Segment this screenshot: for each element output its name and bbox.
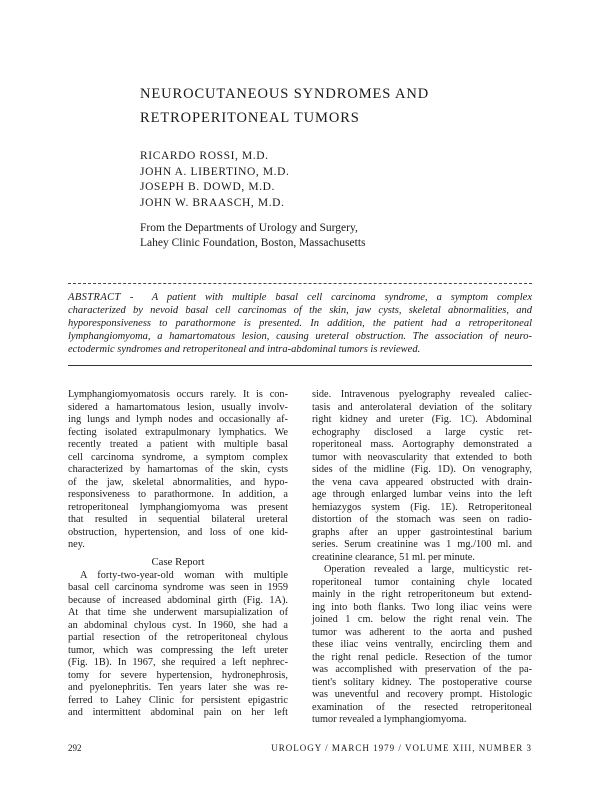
abstract-text: A patient with multiple basal cell carcinoma syndrome, a symptom complex [151,292,533,303]
body-text-line: sidered a hamartomatous lesion, usually involv- [68,401,288,413]
body-text-line: tomy for severe hypertension, hydronephrosis, [68,669,288,681]
body-text-line: At that time she underwent marsupialization of [68,607,288,618]
body-text-line: tasis and anterolateral deviation of the solitary [312,401,532,413]
author-list [140,150,290,212]
body-text-line: that resulted in sequential bilateral ureteral [68,514,288,525]
body-text-line: recently treated a patient with multiple basal [68,439,288,450]
abstract-text: ectodermic syndromes and retroperitoneal and intra-abdominal tumors is reviewed. [68,344,421,355]
intro-paragraph [68,389,288,552]
page-number: 292 [68,743,82,753]
abstract-top-rule [68,283,532,284]
body-text-line: roperitoneal tumor containing chyle located [312,576,532,588]
article-title-line-1: NEUROCUTANEOUS SYNDROMES AND [140,86,430,102]
body-text-line: because of increased abdominal girth (Fig. 1A). [68,594,288,606]
author: JOSEPH B. DOWD, M.D. [140,181,275,193]
body-text-line: tumor revealed a lymphangiomyoma. [312,714,467,725]
body-text-line: basal cell carcinoma syndrome was seen in 1959 [68,582,288,593]
body-text-line: creatinine clearance, 51 ml. per minute. [312,551,475,563]
body-text-line: A forty-two-year-old woman with multiple [80,569,288,581]
body-column-right [312,389,532,727]
body-text-line: the vena cava appeared obstructed with drain- [312,476,532,488]
body-text-line: ing into both flanks. Two long iliac veins were [312,601,532,613]
body-text-line: was uneventful and recovery prompt. Histologic [312,689,532,700]
affiliation-line: From the Departments of Urology and Surgery, [140,222,358,234]
body-text-line: obstruction, hypertension, and loss of one kid- [68,526,288,538]
body-text-line: tumor, which was compressing the left ureter [68,644,288,656]
body-text-line: joined 1 cm. below the right renal vein. The [312,614,532,625]
body-text-line: side. Intravenous pyelography revealed caliec- [312,389,532,400]
author: JOHN A. LIBERTINO, M.D. [140,165,290,178]
body-text-line: ing lungs and lymph nodes and occasionally af- [68,414,288,425]
body-text-line: retroperitoneal lymphangiomyoma was present [68,501,288,513]
body-text-line: mainly in the right retroperitoneum but extend- [312,589,532,600]
body-text-line: partial resection of the retroperitoneal chylous [68,632,288,643]
affiliation-line: Lahey Clinic Foundation, Boston, Massachusetts [140,236,366,249]
body-text-line: sides of the midline (Fig. 1D). On venography, [312,464,532,475]
body-text-line: and intermittent abdominal pain on her left [68,707,288,718]
body-text-line: distortion of the stomach was seen on radio- [312,514,532,525]
body-text-line: of the jaw, skeletal abnormalities, and hypo- [68,476,288,488]
body-text-line: tumor was adherent to the aorta and pushed [312,626,532,638]
abstract-text: lymphangiomyoma, a hamartomatous lesion, causing ureteral obstruction. The association of neuro- [68,331,532,342]
case-paragraph [68,570,288,720]
body-text-line: right kidney and ureter (Fig. 1C). Abdominal [312,414,532,425]
body-text-line: fecting isolated extrapulmonary lymphatics. We [68,426,288,438]
body-text-line: responsiveness to parathormone. In addition, a [68,489,288,500]
body-text-line: cell carcinoma syndrome, a symptom complex [68,451,288,463]
article-title-line-2: RETROPERITONEAL TUMORS [140,110,360,126]
section-heading: Case Report [151,555,205,568]
abstract [68,291,532,356]
body-text-line: ferred to Lahey Clinic for persistent epigastric [68,694,288,706]
affiliation [140,222,366,251]
abstract-text: hyporesponsiveness to parathormone is presented. In addition, the patient had a retroperitoneal [68,318,532,329]
body-text-line: tumor with neovascularity that extended to both [312,451,532,463]
author: RICARDO ROSSI, M.D. [140,150,269,162]
body-text-line: echography disclosed a large cystic ret- [312,426,532,438]
body-text-line: tient's solitary kidney. The postoperative course [312,676,532,688]
body-text-line: (Fig. 1B). In 1967, she required a left nephrec- [68,657,288,668]
body-text-line: graphs after an upper gastrointestinal barium [312,526,532,538]
body-text-line: examination of the resected retroperitoneal [312,701,532,713]
body-text-line: Lymphangiomyomatosis occurs rarely. It is con- [68,389,288,400]
abstract-bottom-rule [68,365,532,366]
abstract-label: ABSTRACT - [68,292,134,303]
body-text-line: age through enlarged lumbar veins into the left [312,489,532,500]
body-column-left [68,389,288,720]
body-text-line: characterized by hamartomas of the skin, cysts [68,464,288,475]
operation-paragraph [312,564,532,727]
body-text-line: ney. [68,539,85,550]
case-paragraph-continued [312,389,532,564]
body-text-line: hemiazygos system (Fig. 1E). Retroperitoneal [312,501,532,513]
body-text-line: series. Serum creatinine was 1 mg./100 ml. and [312,539,532,550]
abstract-text: characterized by nevoid basal cell carcinomas of the skin, jaw cysts, skeletal abnormalities, and [68,305,532,316]
body-text-line: these iliac veins ventrally, encircling them and [312,639,532,650]
body-text-line: and pyelonephritis. Ten years later she was re- [68,682,288,693]
journal-citation: UROLOGY / MARCH 1979 / VOLUME XIII, NUMBER 3 [271,743,532,753]
body-text-line: the right renal pedicle. Resection of the tumor [312,651,532,663]
body-text-line: Operation revealed a large, multicystic ret- [324,564,532,575]
body-text-line: was accomplished with preservation of the pa- [312,664,532,675]
author: JOHN W. BRAASCH, M.D. [140,196,285,209]
body-text-line: roperitoneal mass. Aortography demonstrated a [312,439,532,450]
body-text-line: an abdominal chylous cyst. In 1960, she had a [68,619,288,631]
